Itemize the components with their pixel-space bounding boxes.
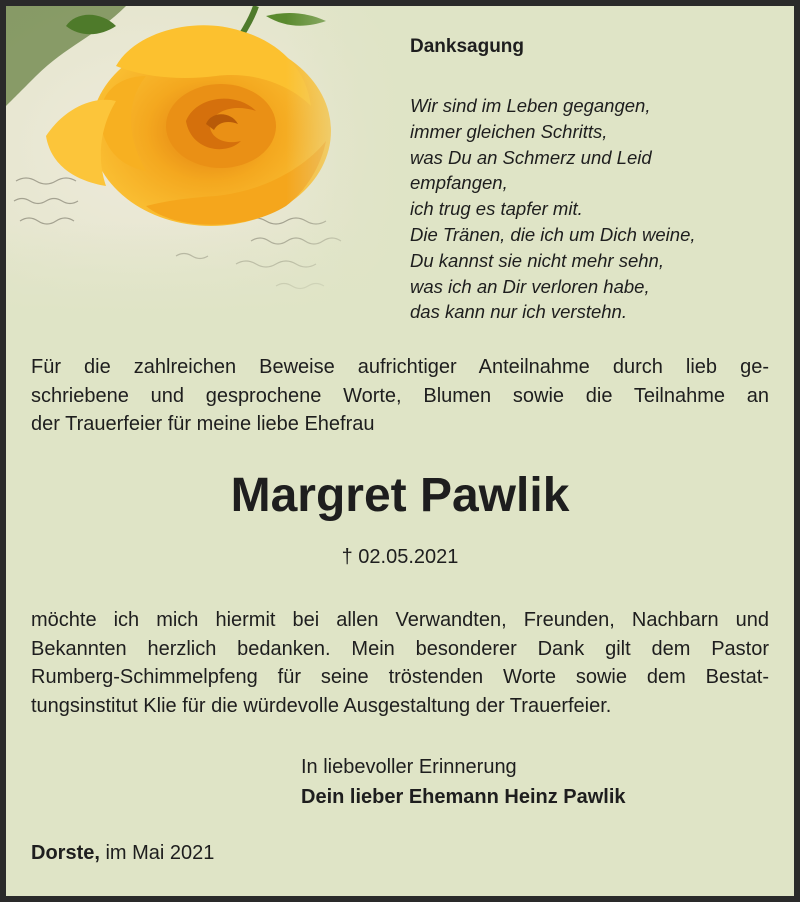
poem-line: Wir sind im Leben gegangen,: [410, 95, 651, 116]
deceased-name: Margret Pawlik: [230, 469, 570, 522]
thanks-paragraph: [31, 606, 769, 720]
poem-line: Du kannst sie nicht mehr sehn,: [410, 249, 664, 271]
thanks-line: Rumberg-Schimmelpfeng für seine tröstenden Worte sowie dem Bestat-: [31, 666, 769, 689]
place-date-text: im Mai 2021: [105, 842, 215, 864]
signature: Dein lieber Ehemann Heinz Pawlik: [301, 786, 626, 808]
intro-line: Für die zahlreichen Beweise aufrichtiger Anteilnahme durch lieb ge-: [31, 356, 769, 378]
place-town: Dorste,: [31, 842, 100, 864]
intro-line: schriebene und gesprochene Worte, Blumen sowie die Teilnahme an: [31, 384, 769, 407]
poem-line: ich trug es tapfer mit.: [410, 198, 583, 220]
poem-line: das kann nur ich verstehn.: [410, 301, 627, 323]
obituary-card: [6, 6, 794, 896]
rose-photo: [6, 6, 406, 316]
poem-line: Die Tränen, die ich um Dich weine,: [410, 223, 696, 245]
poem-line: immer gleichen Schritts,: [410, 120, 608, 142]
poem-line: was ich an Dir verloren habe,: [410, 275, 650, 297]
poem-line: was Du an Schmerz und Leid: [410, 146, 652, 168]
closing-line: In liebevoller Erinnerung: [301, 756, 517, 778]
thanks-line: Bekannten herzlich bedanken. Mein besonderer Dank gilt dem Pastor: [31, 637, 769, 660]
poem-line: empfangen,: [410, 172, 508, 194]
place-date: [31, 842, 214, 865]
closing-block: [301, 752, 626, 812]
poem: [410, 93, 696, 325]
thanks-line: tungsinstitut Klie für die würdevolle Ausgestaltung der Trauerfeier.: [31, 694, 612, 717]
intro-line: der Trauerfeier für meine liebe Ehefrau: [31, 413, 375, 436]
death-date: † 02.05.2021: [341, 546, 459, 568]
intro-paragraph: [31, 353, 769, 439]
heading-danksagung: Danksagung: [410, 36, 525, 57]
thanks-line: möchte ich mich hiermit bei allen Verwandten, Freunden, Nachbarn und: [31, 609, 769, 631]
